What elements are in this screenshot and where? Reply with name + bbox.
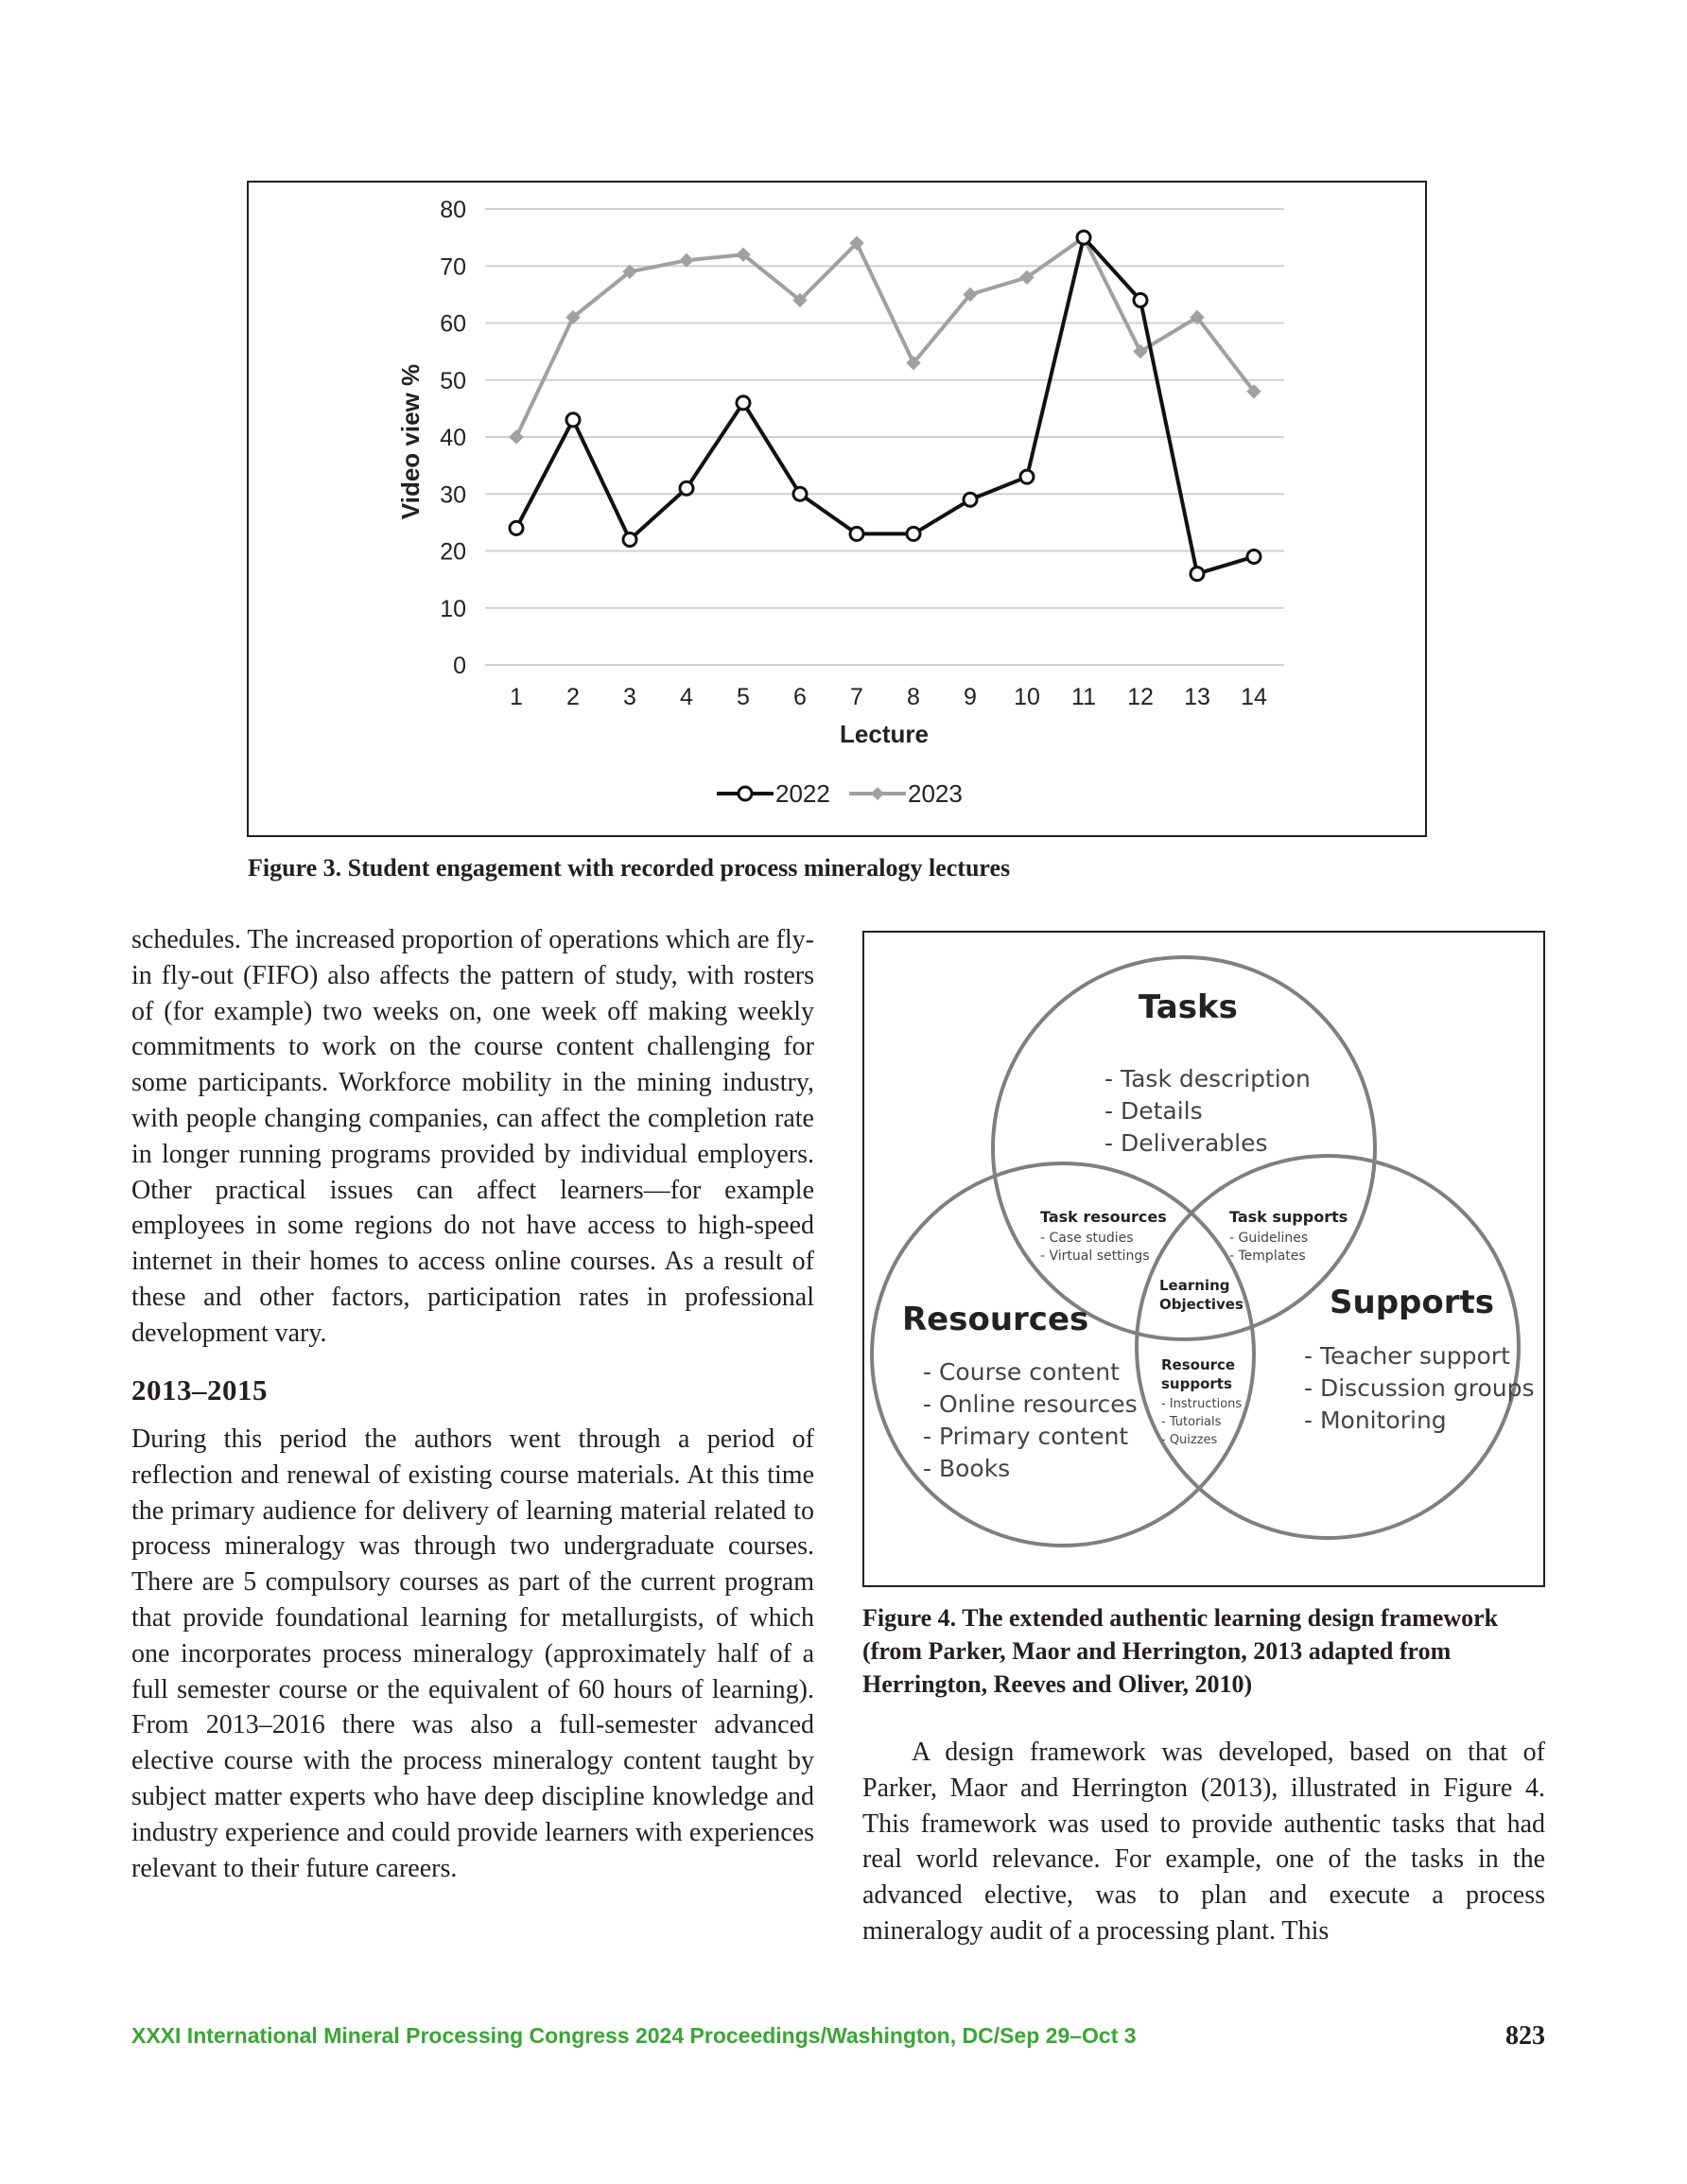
resources-item-1: - Course content [923, 1358, 1120, 1386]
y-tick-label-50: 50 [440, 367, 466, 394]
point-2022-8 [907, 527, 920, 540]
task-resources-item-2: - Virtual settings [1040, 1249, 1150, 1264]
legend-label-2022: 2022 [775, 779, 830, 808]
point-2022-9 [964, 493, 977, 506]
task-resources-item-1: - Case studies [1040, 1231, 1134, 1246]
x-tick-label-8: 8 [907, 684, 920, 710]
supports-item-1: - Teacher support [1304, 1342, 1510, 1370]
figure-4-caption: Figure 4. The extended authentic learning design framework (from Parker, Maor and Herrington, 2013 adapted from Herrington, Reeves and Oliver, 2010) [862, 1604, 1499, 1698]
point-2022-4 [680, 481, 693, 495]
y-tick-label-10: 10 [440, 595, 466, 622]
point-2022-12 [1134, 293, 1147, 306]
task-supports-title: Task supports [1229, 1208, 1348, 1226]
point-2022-11 [1077, 231, 1090, 244]
point-2022-13 [1191, 568, 1204, 581]
task-supports-item-1: - Guidelines [1229, 1231, 1309, 1246]
resource-supports-item-2: - Tutorials [1161, 1415, 1222, 1429]
point-2022-3 [623, 533, 636, 546]
point-2022-7 [850, 527, 863, 540]
tasks-item-3: - Deliverables [1104, 1129, 1268, 1157]
section-heading-2013-2015: 2013–2015 [131, 1373, 268, 1406]
task-resources-title: Task resources [1040, 1208, 1167, 1226]
y-tick-label-30: 30 [440, 481, 466, 509]
center-label-line-2: Objectives [1159, 1296, 1244, 1313]
x-tick-label-11: 11 [1071, 684, 1096, 710]
x-tick-label-5: 5 [737, 684, 750, 710]
left-column-paragraph [131, 922, 814, 1352]
point-2022-5 [737, 396, 750, 410]
figure-3-caption: Figure 3. Student engagement with recorded process mineralogy lectures [248, 854, 1011, 882]
x-tick-label-10: 10 [1014, 684, 1040, 710]
x-tick-label-2: 2 [566, 684, 580, 710]
resources-title: Resources [902, 1301, 1089, 1338]
paragraph-reflection: During this period the authors went through a period of reflection and renewal of existing course materials. At this time the primary audience for delivery of learning material related to process mineralogy was through two undergraduate courses. There are 5 compulsory courses as part of the current program that provide foundational learning for metallurgists, of which one incorporates process mineralogy (approximately half of a full semester course or the equivalent of 60 hours of learning). From 2013–2016 there was also a full-semester advanced elective course with the process mineralogy content taught by subject matter experts who have deep discipline knowledge and industry experience and could provide learners with experiences relevant to their future careers. [131, 1424, 814, 1883]
y-tick-label-0: 0 [453, 653, 466, 679]
resource-supports-title-line-1: Resource [1161, 1356, 1236, 1373]
left-column-paragraph-2 [131, 1422, 814, 1886]
task-supports-item-2: - Templates [1229, 1249, 1306, 1264]
y-tick-label-70: 70 [440, 253, 466, 281]
supports-item-3: - Monitoring [1304, 1406, 1447, 1434]
y-tick-label-60: 60 [440, 310, 466, 338]
point-2022-10 [1020, 470, 1034, 483]
right-column-paragraph [862, 1735, 1545, 1949]
y-tick-label-20: 20 [440, 538, 466, 566]
point-2022-2 [566, 413, 580, 427]
resources-item-2: - Online resources [923, 1390, 1138, 1418]
legend-label-2023: 2023 [908, 779, 963, 808]
x-axis-label: Lecture [840, 720, 929, 748]
point-2022-14 [1247, 550, 1261, 564]
resources-item-4: - Books [923, 1455, 1011, 1482]
figure-3-chart [247, 181, 1427, 837]
x-tick-label-12: 12 [1127, 684, 1154, 710]
footer-proceedings-title: XXXI International Mineral Processing Congress 2024 Proceedings/Washington, DC/Sep 29–Oct 3 [131, 2023, 1137, 2048]
resource-supports-title-line-2: supports [1161, 1375, 1232, 1392]
x-tick-label-1: 1 [510, 684, 523, 710]
x-tick-label-14: 14 [1241, 684, 1267, 710]
supports-title: Supports [1330, 1284, 1494, 1321]
point-2023-1 [510, 430, 523, 444]
y-tick-label-80: 80 [440, 197, 466, 223]
y-axis-label: Video view % [396, 363, 425, 520]
tasks-title: Tasks [1139, 988, 1238, 1026]
resource-supports-item-3: - Quizzes [1161, 1433, 1218, 1447]
point-2023-4 [680, 253, 693, 267]
x-tick-label-13: 13 [1184, 684, 1210, 710]
line-chart [249, 183, 1425, 835]
venn-diagram [864, 933, 1543, 1585]
center-label-line-1: Learning [1159, 1277, 1230, 1294]
tasks-item-2: - Details [1104, 1097, 1203, 1125]
legend-marker-2022 [739, 787, 752, 800]
legend-marker-2023 [871, 787, 884, 800]
x-tick-label-9: 9 [964, 684, 977, 710]
page-number: 823 [1505, 2021, 1545, 2051]
y-tick-label-40: 40 [440, 425, 466, 451]
x-tick-label-4: 4 [680, 684, 693, 710]
series-line-2022 [516, 237, 1254, 573]
paragraph-schedules: schedules. The increased proportion of operations which are fly-in fly-out (FIFO) also affects the pattern of study, with rosters of (for example) two weeks on, one week off making weekly commitments to work on the course content challenging for some participants. Workforce mobility in the mining industry, with people changing companies, can affect the completion rate in longer running programs provided by individual employers. Other practical issues can affect learners—for example employees in some regions do not have access to high-speed internet in their homes to access online courses. As a result of these and other factors, participation rates in professional development vary. [131, 925, 814, 1348]
x-tick-label-7: 7 [850, 684, 863, 710]
resource-supports-item-1: - Instructions [1161, 1397, 1243, 1411]
figure-4-diagram [862, 931, 1545, 1587]
point-2022-1 [510, 521, 523, 534]
tasks-item-1: - Task description [1104, 1065, 1311, 1092]
point-2022-6 [793, 487, 807, 500]
paragraph-design-framework: A design framework was developed, based on that of Parker, Maor and Herrington (2013), illustrated in Figure 4. This framework was used to provide authentic tasks that had real world relevance. For example, one of the tasks in the advanced elective, was to plan and execute a process mineralogy audit of a processing plant. This [862, 1738, 1545, 1946]
x-tick-label-6: 6 [793, 684, 807, 710]
resources-item-3: - Primary content [923, 1423, 1129, 1450]
supports-item-2: - Discussion groups [1304, 1374, 1535, 1402]
x-tick-label-3: 3 [623, 684, 636, 710]
